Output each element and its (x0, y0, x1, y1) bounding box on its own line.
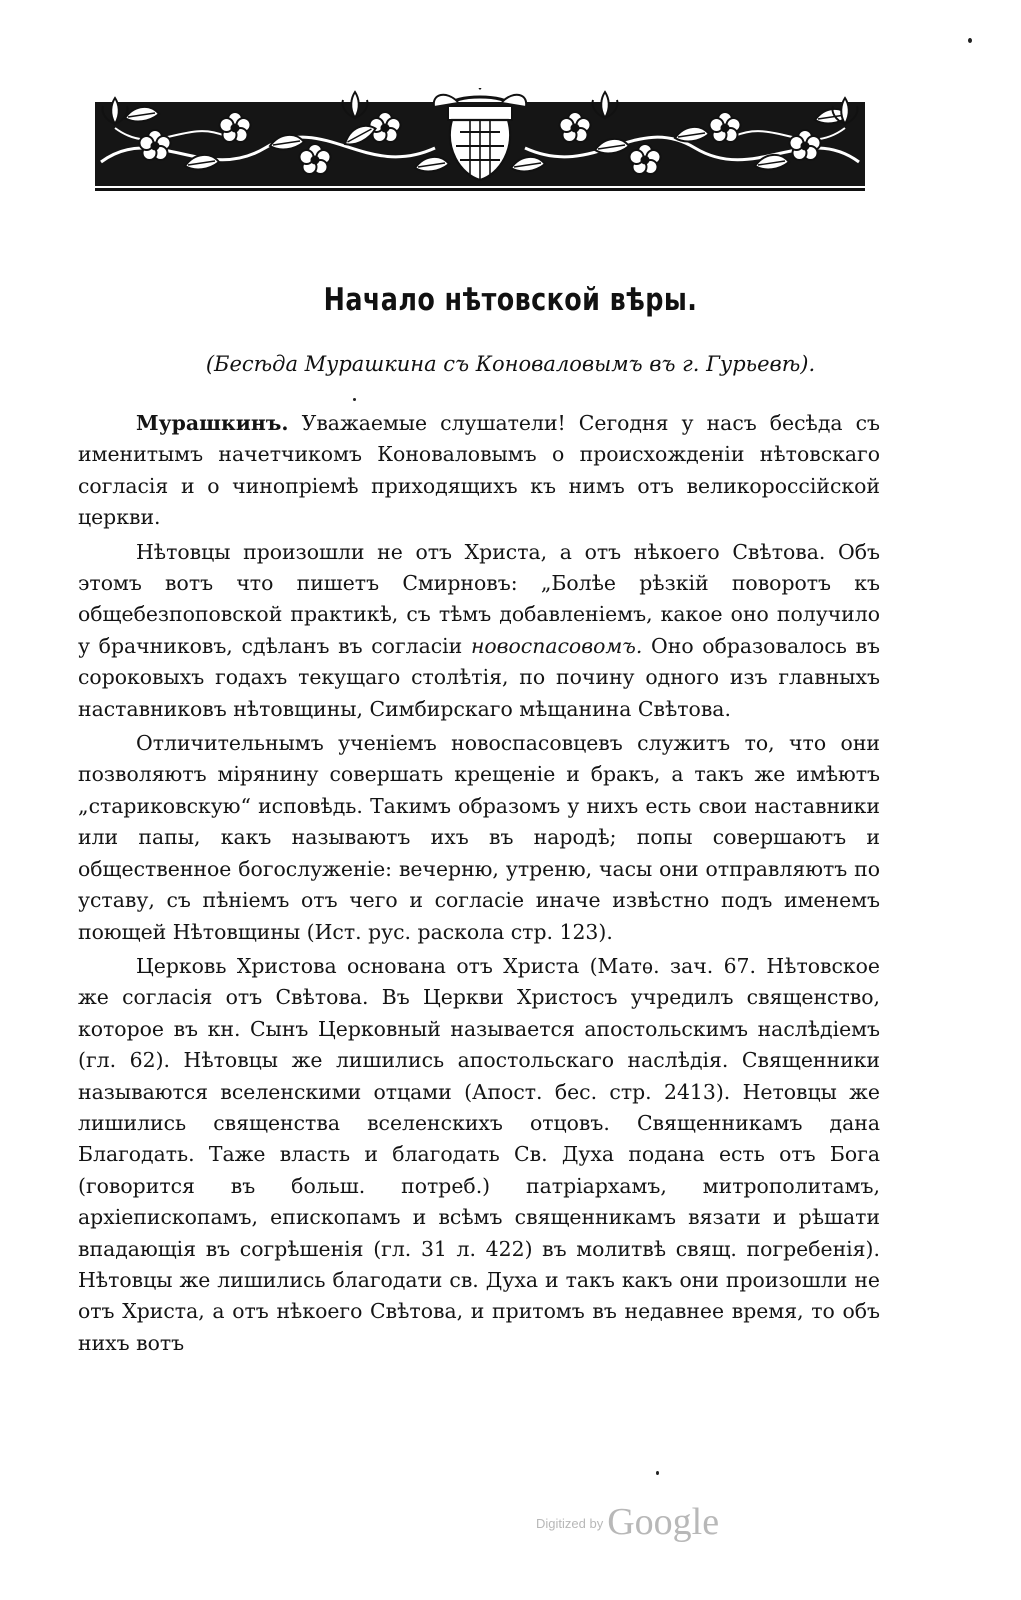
digitized-by-google-watermark (536, 1500, 719, 1544)
paragraph-2-text-end: Оно образовалось въ сороковыхъ годахъ текущаго столѣтія, по почину одного изъ главныхъ наставниковъ нѣтовщины, Симбирскаго мѣщанина Свѣтова. (78, 633, 880, 721)
body-text (78, 408, 880, 1359)
chapter-title: Начало нѣтовской вѣры. (323, 282, 698, 318)
paragraph-3: Отличительнымъ ученіемъ новоспасовцевъ служитъ то, что они позволяютъ мірянину совершать крещеніе и бракъ, а такъ же имѣютъ „стариковскую“ исповѣдь. Такимъ образомъ у нихъ есть свои наставники или папы, какъ называютъ ихъ въ народѣ; попы совершаютъ и общественное богослуженіе: вечерню, утреню, часы они отправляютъ по уставу, съ пѣніемъ отъ чего и согласіе иначе извѣстно подъ именемъ поющей Нѣтовщины (Ист. рус. раскола стр. 123). (78, 731, 880, 944)
google-logo: Google (607, 1501, 720, 1543)
paragraph-2 (78, 537, 880, 725)
paragraph-1-text: Уважаемые слушатели! Сегодня у насъ бесѣда съ именитымъ начетчикомъ Коноваловымъ о происхожденіи нѣтовскаго согласія и о чинопріемѣ приходящихъ къ нимъ отъ великороссійской церкви. (78, 411, 880, 530)
chapter-subtitle: (Бесѣда Мурашкина съ Коноваловымъ въ г. Гурьевѣ). (205, 352, 816, 376)
ink-speck (968, 38, 972, 43)
paragraph-2-text-start: Нѣтовцы произошли не отъ Христа, а отъ нѣкоего Свѣтова. Объ этомъ вотъ что пишетъ Смирновъ: „Болѣе рѣзкій поворотъ къ общебезпоповской практикѣ, съ тѣмъ добавленіемъ, какое оно получило у брачниковъ, сдѣланъ въ согласіи (78, 539, 880, 658)
paragraph-4: Церковь Христова основана отъ Христа (Матѳ. зач. 67. Нѣтовское же согласія отъ Свѣтова. Въ Церкви Христосъ учредилъ священство, которое въ кн. Сынъ Церковный называется апостольскимъ наслѣдіемъ (гл. 62). Нѣтовцы же лишились апостольскаго наслѣдія. Священники называются вселенскими отцами (Апост. бес. стр. 2413). Нетовцы же лишились священства вселенскихъ отцовъ. Священникамъ дана Благодать. Таже власть и благодать Св. Духа подана есть отъ Бога (говорится въ больш. потреб.) патріархамъ, митрополитамъ, архіепископамъ, епископамъ и всѣмъ священникамъ вязати и рѣшати впадающія въ согрѣшенія (гл. 31 л. 422) въ молитвѣ свящ. погребенія). Нѣтовцы же лишились благодати св. Духа и такъ какъ они произошли не отъ Христа, а отъ нѣкоего Свѣтова, и притомъ въ недавнее время, то объ нихъ вотъ (78, 953, 880, 1355)
ink-speck (353, 398, 356, 401)
paragraph-1 (78, 408, 880, 534)
floral-headpiece-ornament (95, 88, 865, 196)
watermark-prefix: Digitized by (536, 1516, 604, 1531)
paragraph-2-italic-term: новоспасовомъ. (470, 633, 643, 658)
ink-speck (656, 1471, 659, 1475)
speaker-name: Мурашкинъ. (136, 411, 289, 435)
